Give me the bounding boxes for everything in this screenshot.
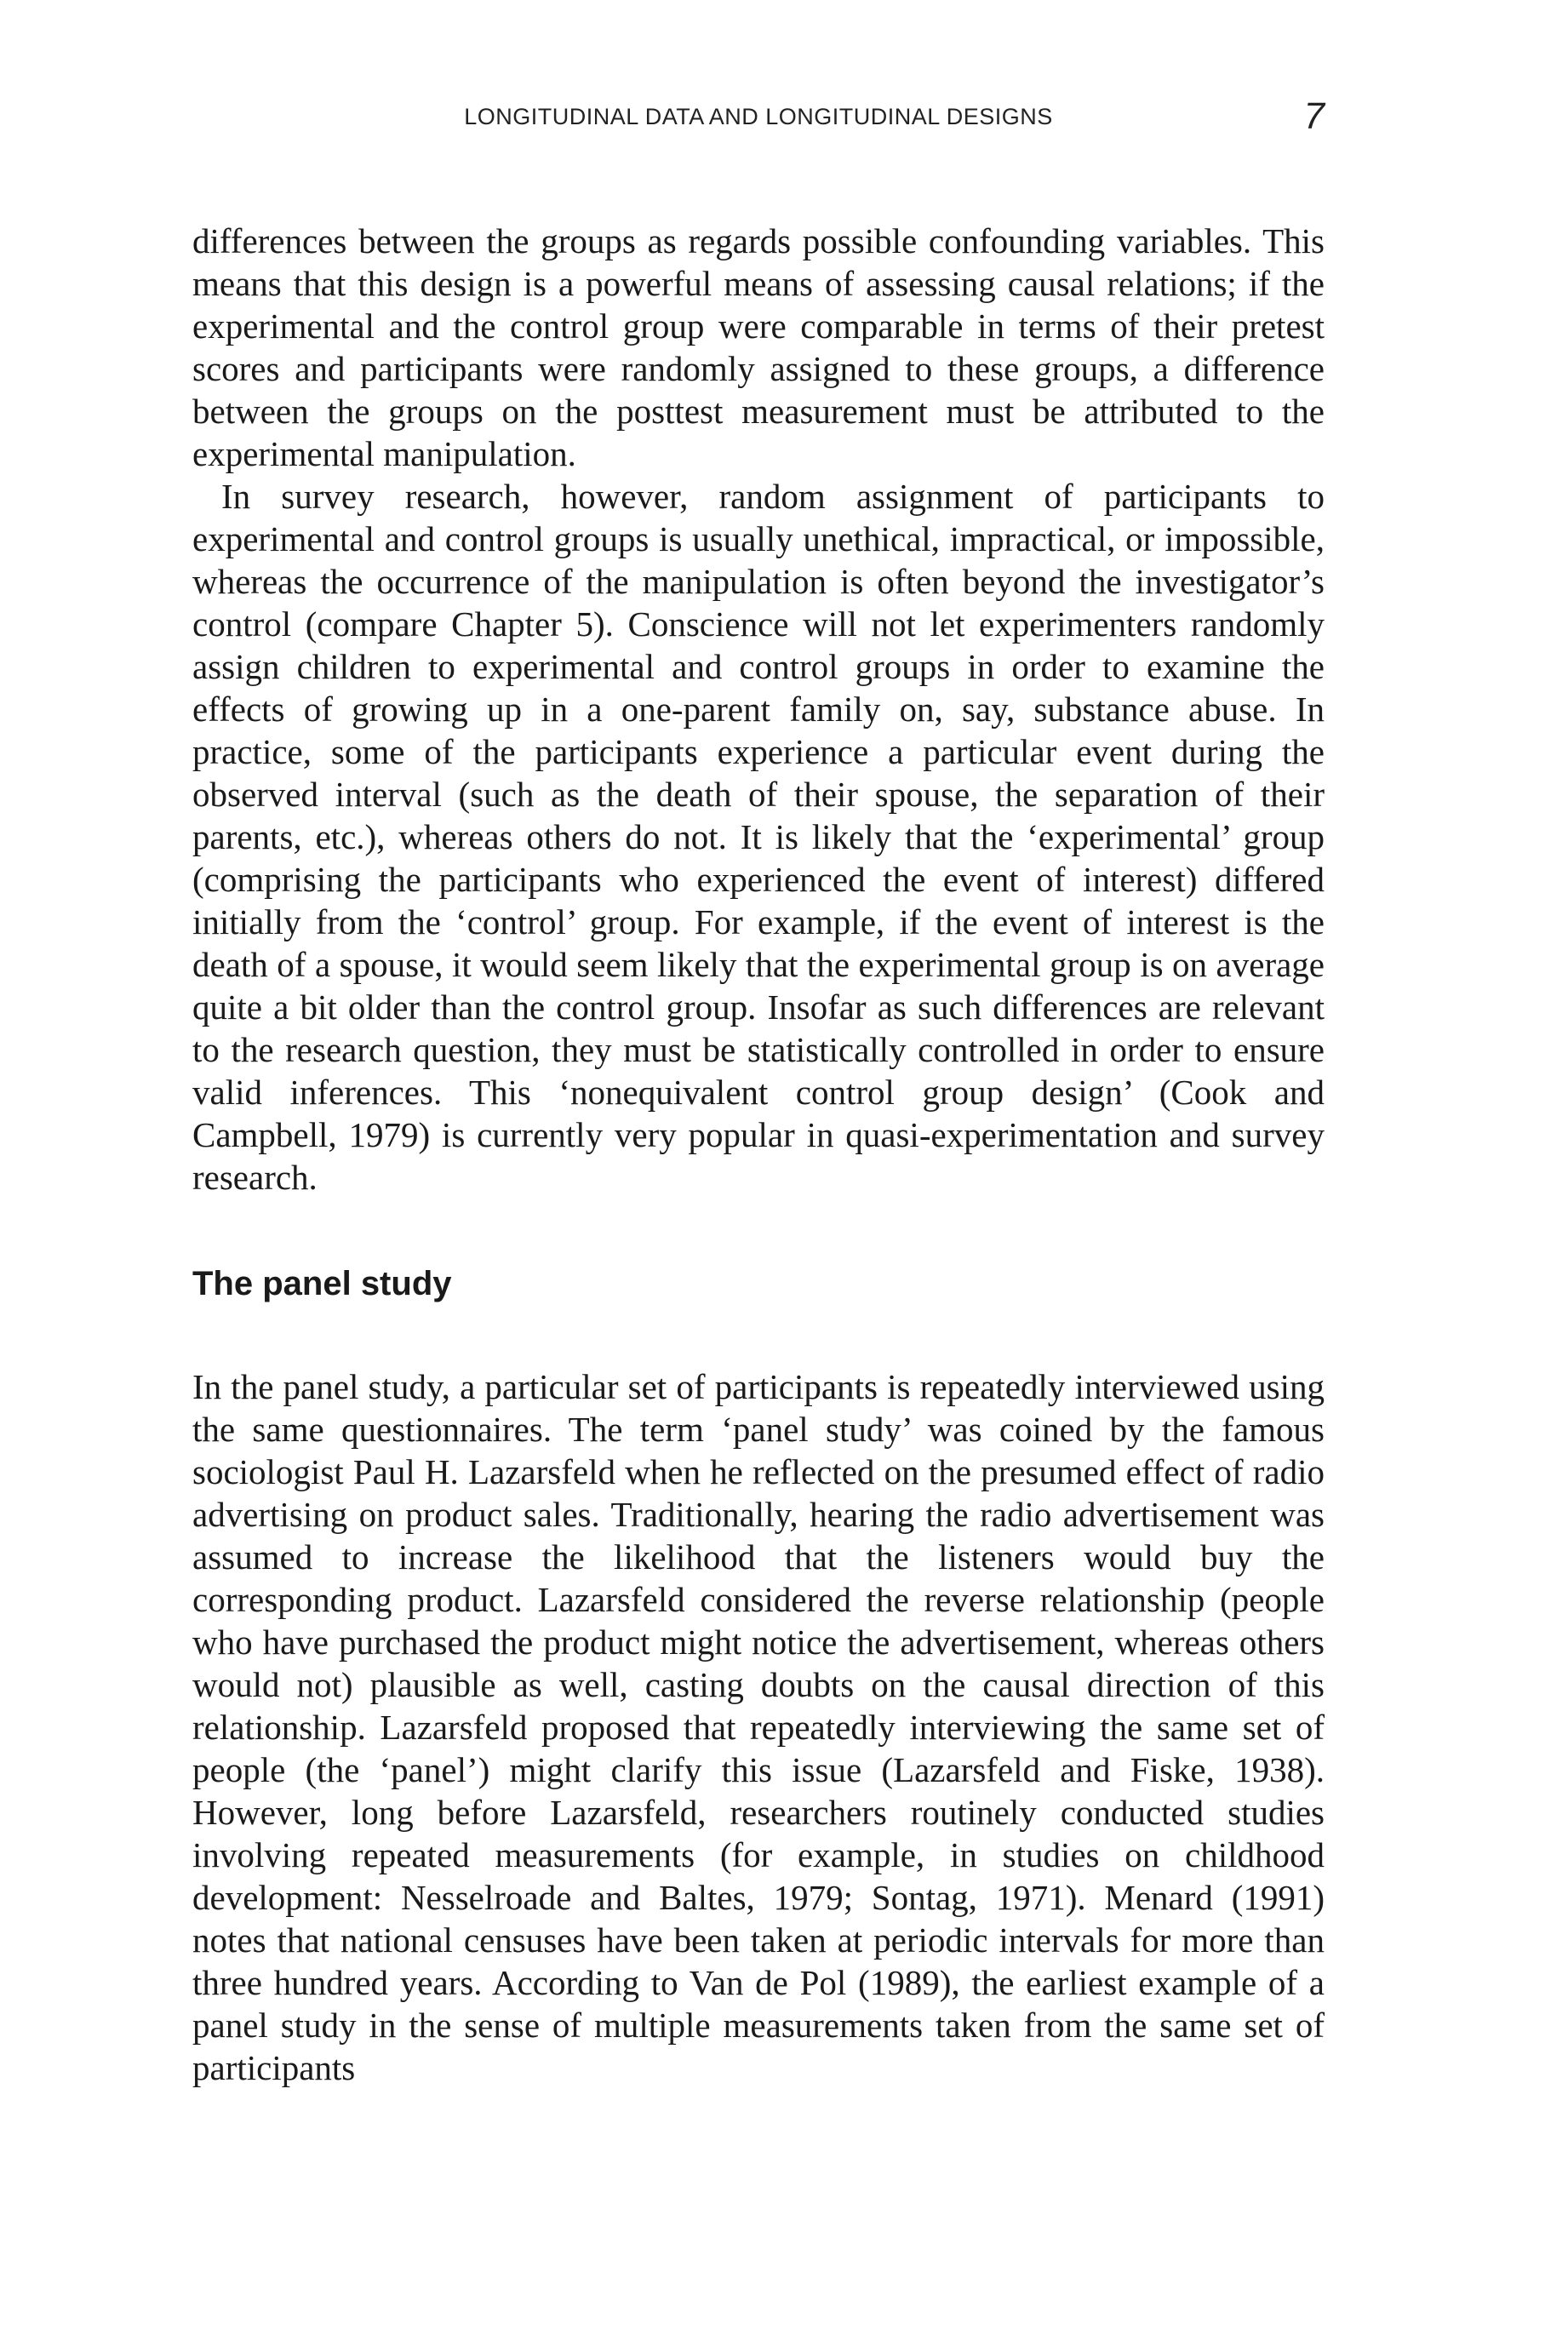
running-head: [192, 95, 1325, 143]
section-heading: The panel study: [192, 1265, 452, 1302]
running-title: LONGITUDINAL DATA AND LONGITUDINAL DESIGNS: [464, 104, 1053, 129]
paragraph-survey-research: In survey research, however, random assignment of participants to experimental and control groups is usually unethical, impractical, or impossible, whereas the occurrence of the manipulation is often beyond the investigator’s control (compare Chapter 5). Conscience will not let experimenters randomly assign children to experimental and control groups in order to examine the effects of growing up in a one-parent family on, say, substance abuse. In practice, some of the participants experience a particular event during the observed interval (such as the death of their spouse, the separation of their parents, etc.), whereas others do not. It is likely that the ‘experimental’ group (comprising the participants who experienced the event of interest) differed initially from the ‘control’ group. For example, if the event of interest is the death of a spouse, it would seem likely that the experimental group is on average quite a bit older than the control group. Insofar as such differences are relevant to the research question, they must be statistically controlled in order to ensure valid inferences. This ‘nonequivalent control group design’ (Cook and Campbell, 1979) is currently very popular in quasi-experimentation and survey research.: [192, 477, 1325, 1197]
page-number: 7: [1303, 95, 1325, 137]
body-text-panel-study: [192, 1365, 1325, 2089]
paragraph-continued: differences between the groups as regards possible confounding variables. This means that this design is a powerful means of assessing causal relations; if the experimental and the control group were comparable in terms of their pretest scores and participants were randomly assigned to these groups, a difference between the groups on the posttest measurement must be attributed to the experimental manipulation.: [192, 221, 1325, 473]
body-text-top: [192, 220, 1325, 1199]
paragraph-panel-study: In the panel study, a particular set of participants is repeatedly interviewed using the same questionnaires. The term ‘panel study’ was coined by the famous sociologist Paul H. Lazarsfeld when he reflected on the presumed effect of radio advertising on product sales. Traditionally, hearing the radio advertisement was assumed to increase the likelihood that the listeners would buy the corresponding product. Lazarsfeld considered the reverse relationship (people who have purchased the product might notice the advertisement, whereas others would not) plausible as well, casting doubts on the causal direction of this relationship. Lazarsfeld proposed that repeatedly interviewing the same set of people (the ‘panel’) might clarify this issue (Lazarsfeld and Fiske, 1938). However, long before Lazarsfeld, researchers routinely conducted studies involving repeated measurements (for example, in studies on childhood development: Nesselroade and Baltes, 1979; Sontag, 1971). Menard (1991) notes that national censuses have been taken at periodic intervals for more than three hundred years. According to Van de Pol (1989), the earliest example of a panel study in the sense of multiple measurements taken from the same set of participants: [192, 1367, 1325, 2087]
